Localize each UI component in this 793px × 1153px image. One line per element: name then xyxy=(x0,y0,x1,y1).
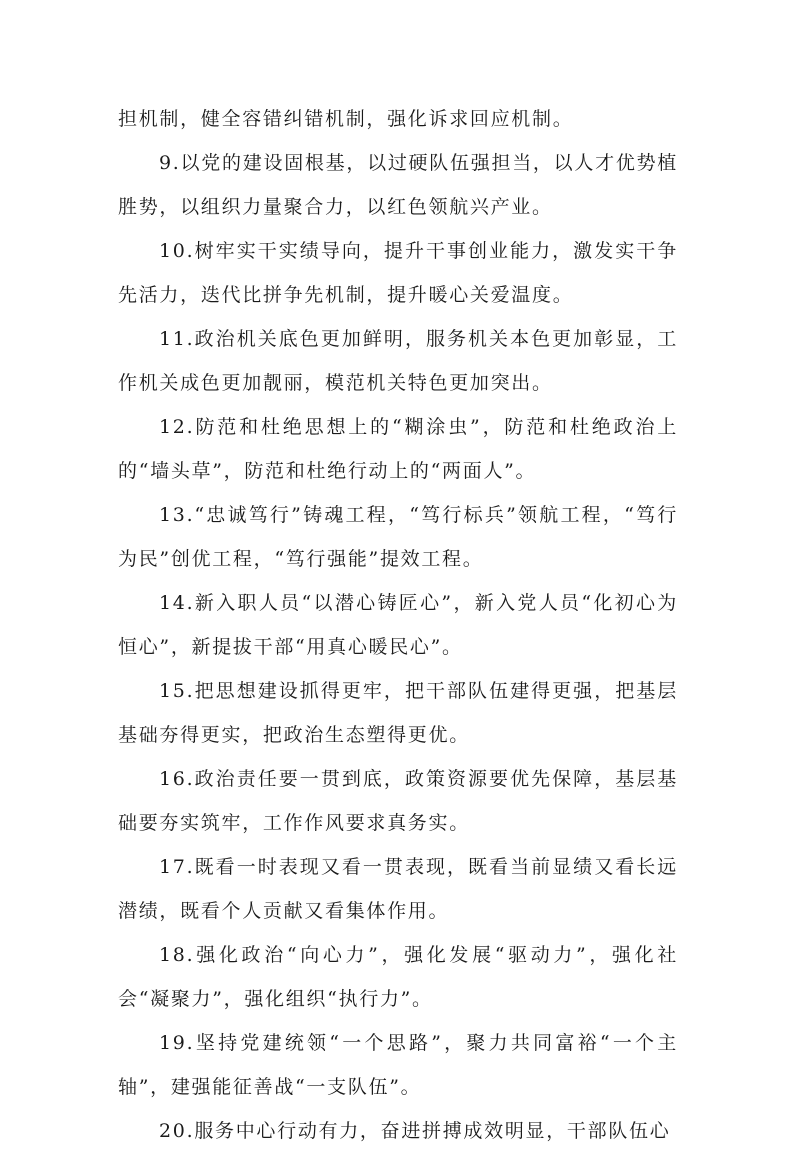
paragraph-continuation: 担机制，健全容错纠错机制，强化诉求回应机制。 xyxy=(118,108,574,130)
paragraph-item-18: 18.强化政治“向心力”，强化发展“驱动力”，强化社会“凝聚力”，强化组织“执行力”。 xyxy=(118,944,678,1010)
paragraph-item-17: 17.既看一时表现又看一贯表现，既看当前显绩又看长远潜绩，既看个人贡献又看集体作用。 xyxy=(118,856,678,922)
paragraph-item-19: 19.坚持党建统领“一个思路”，聚力共同富裕“一个主轴”，建强能征善战“一支队伍”。 xyxy=(118,1032,678,1098)
paragraph-item-14: 14.新入职人员“以潜心铸匠心”，新入党人员“化初心为恒心”，新提拔干部“用真心暖民心”。 xyxy=(118,592,678,658)
paragraph-item-12: 12.防范和杜绝思想上的“糊涂虫”，防范和杜绝政治上的“墙头草”，防范和杜绝行动上的“两面人”。 xyxy=(118,416,678,482)
paragraph-item-9: 9.以党的建设固根基，以过硬队伍强担当，以人才优势植胜势，以组织力量聚合力，以红色领航兴产业。 xyxy=(118,152,678,218)
paragraph-item-11: 11.政治机关底色更加鲜明，服务机关本色更加彰显，工作机关成色更加靓丽，模范机关特色更加突出。 xyxy=(118,328,678,394)
paragraph-item-15: 15.把思想建设抓得更牢，把干部队伍建得更强，把基层基础夯得更实，把政治生态塑得更优。 xyxy=(118,680,678,746)
document-body xyxy=(118,97,678,1153)
paragraph-item-20: 20.服务中心行动有力，奋进拼搏成效明显，干部队伍心 xyxy=(159,1120,671,1142)
paragraph-item-13: 13.“忠诚笃行”铸魂工程，“笃行标兵”领航工程，“笃行为民”创优工程，“笃行强能”提效工程。 xyxy=(118,504,678,570)
paragraph-item-10: 10.树牢实干实绩导向，提升干事创业能力，激发实干争先活力，迭代比拼争先机制，提升暖心关爱温度。 xyxy=(118,240,678,306)
paragraph-item-16: 16.政治责任要一贯到底，政策资源要优先保障，基层基础要夯实筑牢，工作作风要求真务实。 xyxy=(118,768,678,834)
